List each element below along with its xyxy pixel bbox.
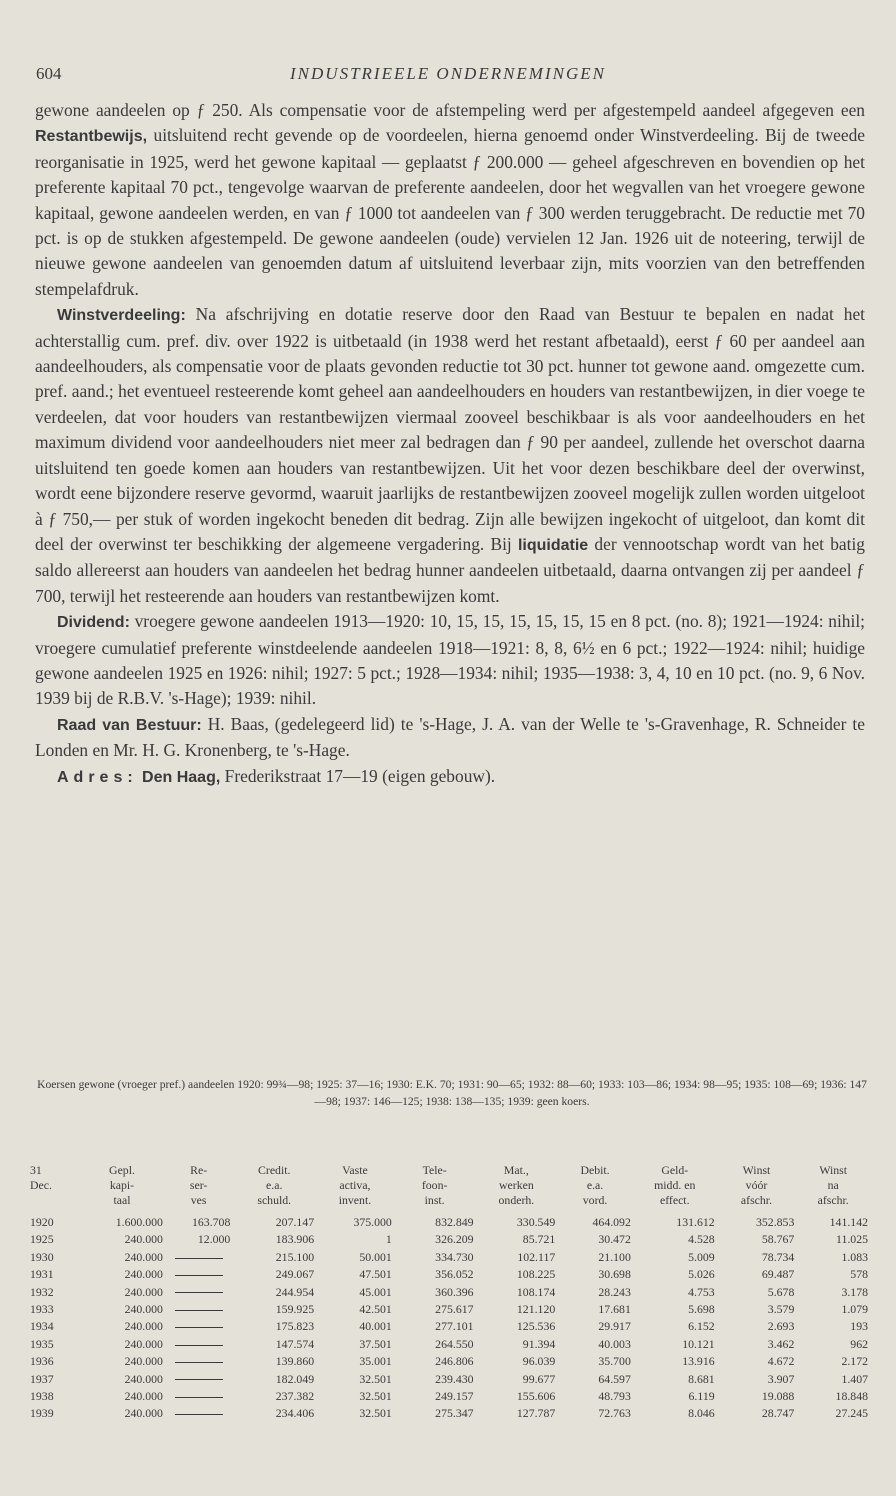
table-cell: 72.763 (598, 1406, 631, 1421)
table-cell: 19.088 (761, 1389, 795, 1404)
row-year: 1933 (30, 1302, 54, 1317)
empty-dash (175, 1362, 223, 1363)
table-cell: 139.860 (275, 1354, 315, 1369)
table-cell: 352.853 (756, 1215, 795, 1229)
table-cell: 240.000 (124, 1371, 163, 1386)
table-cell: 234.406 (275, 1406, 315, 1421)
column-header: Vaste activa, invent. (338, 1163, 372, 1207)
paragraph-reorganisation (35, 98, 865, 302)
table-cell: 3.907 (767, 1371, 795, 1386)
table-cell: 28.243 (598, 1284, 631, 1299)
table-cell: 47.501 (359, 1267, 392, 1282)
column-header: Winst na afschr. (817, 1163, 849, 1207)
financial-table (28, 1163, 870, 1423)
column-header: Debit. e.a. vord. (580, 1163, 610, 1207)
empty-dash (175, 1414, 223, 1415)
table-cell: 35.700 (598, 1354, 631, 1369)
empty-dash (175, 1397, 223, 1398)
table-cell: 182.049 (275, 1371, 315, 1386)
table-cell: 356.052 (435, 1267, 474, 1282)
table-cell: 5.678 (767, 1284, 795, 1299)
table-cell: 334.730 (435, 1249, 474, 1264)
table-cell: 155.606 (516, 1389, 556, 1404)
column-header: Tele- foon- inst. (421, 1163, 448, 1207)
table-row (28, 1231, 870, 1248)
table-cell (165, 1353, 232, 1370)
table-cell: 5.026 (688, 1267, 715, 1282)
table-cell: 240.000 (124, 1284, 163, 1299)
table-cell: 578 (850, 1267, 868, 1282)
empty-dash (175, 1310, 223, 1311)
table-cell: 175.823 (275, 1319, 315, 1334)
table-cell: 5.009 (688, 1249, 715, 1264)
table-cell: 246.806 (435, 1354, 474, 1369)
table-cell: 40.001 (359, 1319, 392, 1334)
winstverdeeling-label: Winstverdeeling: (57, 307, 186, 325)
paragraph-winstverdeeling (35, 302, 865, 609)
table-cell: 330.549 (516, 1215, 556, 1229)
row-year: 1932 (30, 1284, 54, 1299)
table-cell: 249.067 (275, 1267, 315, 1282)
paragraph-adres (35, 764, 865, 790)
paragraph-text: vroegere gewone aandeelen 1913—1920: 10, 15, 15, 15, 15, 15, 15 en 8 pct. (no. 8); 1921—1924: nihil; vroegere cumulatief preferente winstdeelende aandeelen 1918—1921: 8, 8, 6½ en 6 pct.; 1922—1924: nihil; huidige gewone aandeelen 1925 en 1926: nihil; 1927: 5 pct.; 1928—1934: nihil; 1935—1938: 3, 4, 10 en 10 pct. (no. 9, 6 Nov. 1939 bij de R.B.V. 's-Hage); 1939: nihil. (35, 611, 865, 709)
table-cell: 326.209 (435, 1232, 474, 1247)
table-cell: 240.000 (124, 1302, 163, 1317)
table-cell: 141.142 (829, 1215, 868, 1229)
table-cell: 240.000 (124, 1336, 163, 1351)
table-cell: 207.147 (275, 1215, 315, 1229)
paragraph-text: der vennootschap wordt van het batig saldo allereerst aan houders van aandeelen het bedrag hunner aandeelen uitbetaald, daarna ontvangen zij per aandeel ƒ 700, terwijl het resteerende aan houders van restantbewijzen komt. (35, 533, 865, 606)
table-header-row (28, 1163, 870, 1214)
table-cell (165, 1249, 232, 1266)
column-header: Credit. e.a. schuld. (257, 1163, 292, 1207)
table-cell: 91.394 (522, 1336, 556, 1351)
table-cell: 64.597 (598, 1371, 631, 1386)
liquidatie-term: liquidatie (517, 536, 589, 554)
table-cell: 183.906 (275, 1232, 315, 1247)
row-year: 1934 (30, 1319, 54, 1334)
table-cell: 40.003 (598, 1336, 631, 1351)
table-cell (165, 1301, 232, 1318)
row-year: 1936 (30, 1354, 54, 1369)
table-row (28, 1214, 870, 1231)
table-cell: 464.092 (592, 1215, 631, 1229)
paragraph-text: uitsluitend recht gevende op de voordeelen, hierna genoemd onder Winstverdeeling. Bij de tweede reorganisatie in 1925, werd het gewone kapitaal — geplaatst ƒ 200.000 — geheel afgeschreven en bovendien op het preferente kapitaal 70 pct., tengevolge waarvan de preferente aandeelen, door het wegvallen van het vroegere gewone kapitaal, gewone aandeelen werden, en van ƒ 1000 tot aandeelen van ƒ 300 werden teruggebracht. De reductie met 70 pct. is op de stukken afgestempeld. De gewone aandeelen (oude) vervielen 12 Jan. 1926 uit de noteering, terwijl de nieuwe gewone aandeelen van genoemden datum af uitsluitend leverbaar zijn, mits voorzien van den betreffenden stempelafdruk. (35, 125, 865, 299)
row-year: 1935 (30, 1336, 54, 1351)
empty-dash (175, 1292, 223, 1293)
table-cell: 69.487 (761, 1267, 795, 1282)
adres-city: Den Haag, (142, 768, 221, 786)
table-cell: 1 (385, 1232, 392, 1247)
row-year: 1925 (30, 1232, 54, 1247)
table-cell: 264.550 (435, 1336, 474, 1351)
table-cell: 21.100 (598, 1249, 631, 1264)
table-cell: 375.000 (353, 1215, 392, 1229)
table-body (28, 1214, 870, 1423)
table-cell: 108.174 (516, 1284, 556, 1299)
table-cell: 360.396 (435, 1284, 474, 1299)
table-row (28, 1336, 870, 1353)
body-text (35, 98, 865, 790)
restantbewijs-term: Restantbewijs, (35, 128, 148, 146)
table-cell: 108.225 (516, 1267, 556, 1282)
table-cell: 3.462 (767, 1336, 795, 1351)
row-year: 1931 (30, 1267, 54, 1282)
table-cell: 85.721 (522, 1232, 556, 1247)
table-cell: 131.612 (676, 1215, 715, 1229)
table-cell: 17.681 (598, 1302, 631, 1317)
table-cell (165, 1318, 232, 1335)
table-cell (165, 1336, 232, 1353)
row-year: 1938 (30, 1389, 54, 1404)
table-cell: 12.000 (197, 1232, 231, 1247)
paragraph-text: Frederikstraat 17—19 (eigen gebouw). (220, 765, 496, 786)
table-cell: 8.046 (688, 1406, 715, 1421)
table-cell: 37.501 (359, 1336, 392, 1351)
column-header: 31 Dec. (30, 1163, 52, 1192)
table-cell: 30.698 (598, 1267, 631, 1282)
table-cell: 5.698 (688, 1302, 715, 1317)
table-cell: 159.925 (275, 1302, 315, 1317)
table-cell: 28.747 (761, 1406, 795, 1421)
table-cell: 13.916 (682, 1354, 715, 1369)
koersen-note: Koersen gewone (vroeger pref.) aandeelen 1920: 99¾—98; 1925: 37—16; 1930: E.K. 70; 1931: 90—65; 1932: 88—60; 1933: 103—86; 1934: 98—95; 1935: 108—69; 1936: 147—98; 1937: 146—125; 1938: 138—135; 1939: geen koers. (37, 1078, 867, 1108)
page-number: 604 (36, 64, 62, 83)
table-cell: 240.000 (124, 1267, 163, 1282)
table-cell: 32.501 (359, 1406, 392, 1421)
table-row (28, 1284, 870, 1301)
table-cell: 102.117 (517, 1249, 556, 1264)
column-header: Mat., werken onderh. (498, 1163, 535, 1207)
dividend-label: Dividend: (57, 614, 130, 632)
table-row (28, 1405, 870, 1422)
paragraph-text: Na afschrijving en dotatie reserve door den Raad van Bestuur te bepalen en nadat het achterstallig cum. pref. div. over 1922 is uitbetaald (in 1938 werd het restant afbetaald), eerst ƒ 60 per aandeel aan aandeelhouders, als compensatie voor de plaats gevonden reductie tot 30 pct. hunner tot gewone aand. omgezette cum. pref. aand.; het eventueel resteerende komt geheel aan aandeelhouders en houders van restantbewijzen, in dier voege te verdeelen, dat voor houders van restantbewijzen viermaal zooveel beschikbaar is als voor aandeelhouders en het maximum dividend voor aandeelhouders niet meer zal bedragen dan ƒ 90 per aandeel, zullende het overschot daarna uitsluitend ten goede komen aan houders van restantbewijzen. Uit het voor dezen beschikbare deel der overwinst, wordt eene bijzondere reserve gevormd, waaruit jaarlijks de restantbewijzen zooveel mogelijk zullen worden uitgeloot à ƒ 750,— per stuk of worden ingekocht beneden dit bedrag. Zijn alle bewijzen ingekocht of uitgeloot, dan komt dit deel der overwinst ter beschikking der algemeene vergadering. Bij (35, 304, 865, 554)
table-cell (165, 1284, 232, 1301)
empty-dash (175, 1258, 223, 1259)
table-cell: 1.600.000 (115, 1215, 163, 1229)
table-cell: 48.793 (598, 1389, 631, 1404)
table-cell: 125.536 (516, 1319, 556, 1334)
column-header: Re- ser- ves (189, 1163, 208, 1207)
table-cell: 1.407 (841, 1371, 868, 1386)
adres-label: Adres: (57, 768, 138, 786)
raad-van-bestuur-label: Raad van Bestuur: (57, 716, 202, 734)
row-year: 1937 (30, 1371, 54, 1386)
column-header: Geld- midd. en effect. (654, 1163, 696, 1207)
table-cell (165, 1266, 232, 1283)
table-cell: 215.100 (275, 1249, 315, 1264)
empty-dash (175, 1345, 223, 1346)
table-cell: 29.917 (598, 1319, 631, 1334)
table-cell: 50.001 (359, 1249, 392, 1264)
table-cell: 18.848 (835, 1389, 868, 1404)
table-cell: 58.767 (761, 1232, 795, 1247)
empty-dash (175, 1327, 223, 1328)
table-cell: 239.430 (435, 1371, 474, 1386)
table-cell: 275.617 (435, 1302, 474, 1317)
paragraph-text: gewone aandeelen op ƒ 250. Als compensatie voor de afstempeling werd per afgestempeld aandeel afgegeven een (35, 100, 865, 120)
table-cell: 6.152 (688, 1319, 715, 1334)
table-cell: 96.039 (522, 1354, 556, 1369)
table-cell: 3.579 (767, 1302, 795, 1317)
row-year: 1939 (30, 1406, 54, 1421)
table-cell: 32.501 (359, 1389, 392, 1404)
paragraph-text: H. Baas, (gedelegeerd lid) te 's-Hage, J. A. van der Welle te 's-Gravenhage, R. Schneider te Londen en Mr. H. G. Kronenberg, te 's-Hage. (35, 713, 865, 761)
table-row (28, 1249, 870, 1266)
table-cell: 121.120 (516, 1302, 556, 1317)
table-cell: 240.000 (124, 1406, 163, 1421)
table-cell (165, 1388, 232, 1405)
table-row (28, 1371, 870, 1388)
row-year: 1930 (30, 1249, 54, 1264)
table-cell: 277.101 (435, 1319, 474, 1334)
table-cell: 27.245 (835, 1406, 868, 1421)
running-header (36, 64, 860, 88)
running-title: INDUSTRIEELE ONDERNEMINGEN (290, 64, 606, 83)
table-cell: 42.501 (359, 1302, 392, 1317)
table-cell: 962 (850, 1336, 868, 1351)
table-row (28, 1353, 870, 1370)
table-row (28, 1266, 870, 1283)
table-cell: 35.001 (359, 1354, 392, 1369)
table-cell: 1.079 (841, 1302, 868, 1317)
table-cell: 4.672 (767, 1354, 795, 1369)
empty-dash (175, 1379, 223, 1380)
table-cell: 6.119 (688, 1389, 715, 1404)
table-cell: 30.472 (598, 1232, 631, 1247)
empty-dash (175, 1275, 223, 1276)
table-cell: 32.501 (359, 1371, 392, 1386)
table-cell: 240.000 (124, 1389, 163, 1404)
row-year: 1920 (30, 1215, 54, 1229)
table-cell: 249.157 (435, 1389, 474, 1404)
table-cell: 8.681 (688, 1371, 715, 1386)
table-cell: 11.025 (835, 1232, 868, 1247)
table-cell: 1.083 (841, 1249, 868, 1264)
table-cell: 240.000 (124, 1354, 163, 1369)
table-cell: 78.734 (761, 1249, 795, 1264)
column-header: Winst vóór afschr. (740, 1163, 773, 1207)
table-row (28, 1318, 870, 1335)
table-row (28, 1301, 870, 1318)
table-row (28, 1388, 870, 1405)
table-cell: 2.172 (841, 1354, 868, 1369)
table-cell: 4.753 (688, 1284, 715, 1299)
table-cell: 240.000 (124, 1319, 163, 1334)
table-cell: 10.121 (682, 1336, 715, 1351)
paragraph-raad-van-bestuur (35, 712, 865, 764)
table-cell: 832.849 (435, 1215, 474, 1229)
table-cell: 99.677 (522, 1371, 556, 1386)
paragraph-dividend (35, 609, 865, 712)
table-cell: 275.347 (435, 1406, 474, 1421)
table-cell: 244.954 (275, 1284, 315, 1299)
table-cell: 237.382 (275, 1389, 315, 1404)
table-cell: 163.708 (192, 1215, 231, 1229)
table-cell (165, 1371, 232, 1388)
table-cell: 45.001 (359, 1284, 392, 1299)
table-cell: 127.787 (516, 1406, 556, 1421)
table-cell (165, 1405, 232, 1422)
table-cell: 4.528 (688, 1232, 715, 1247)
table-cell: 2.693 (767, 1319, 795, 1334)
column-header: Gepl. kapi- taal (109, 1163, 135, 1207)
table-cell: 147.574 (275, 1336, 315, 1351)
table-cell: 193 (850, 1319, 868, 1334)
table-cell: 3.178 (841, 1284, 868, 1299)
table-cell: 240.000 (124, 1249, 163, 1264)
table-cell: 240.000 (124, 1232, 163, 1247)
